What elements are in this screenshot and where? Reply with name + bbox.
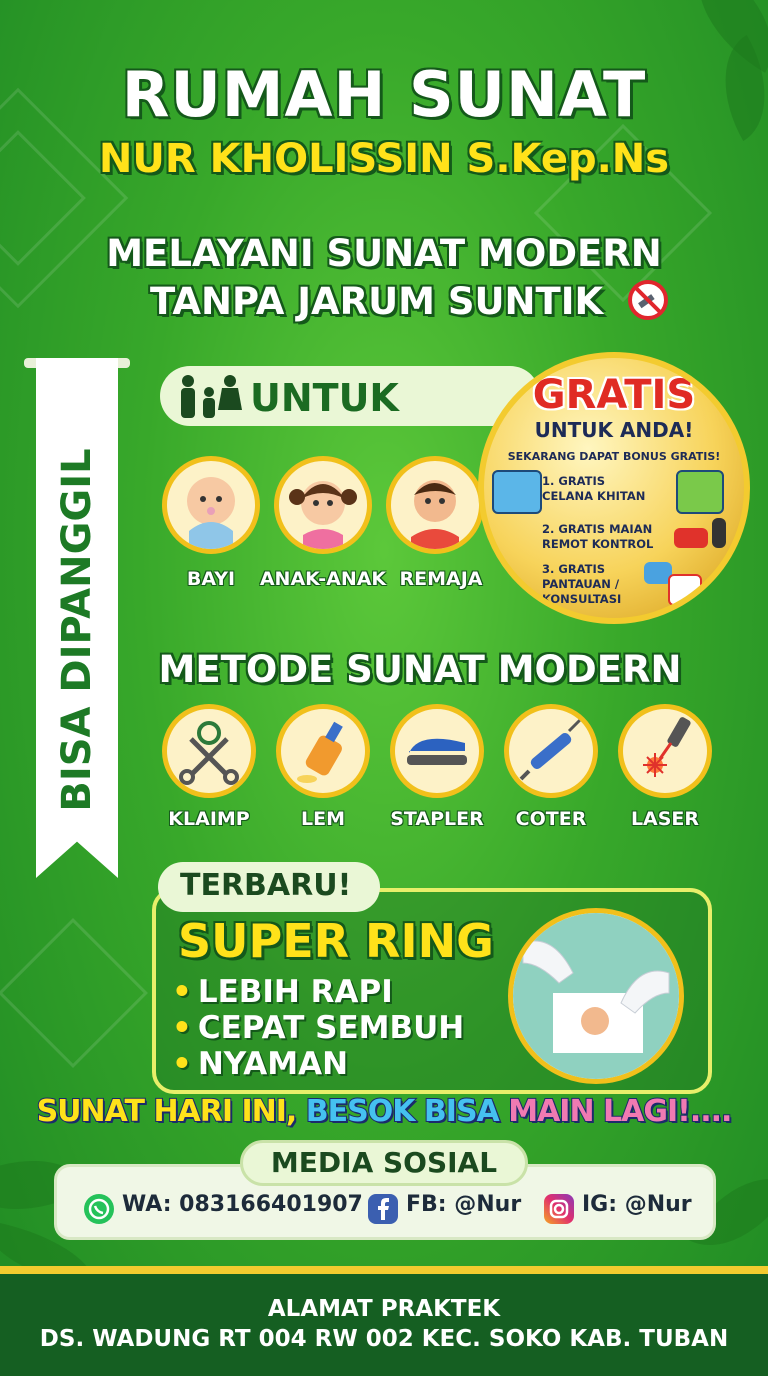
footer xyxy=(0,1274,768,1376)
no-needle-icon xyxy=(628,280,668,320)
bonus-item-2: 2. GRATIS MAIAN REMOT KONTROL xyxy=(542,522,654,551)
glue-icon xyxy=(276,704,370,798)
gratis-badge xyxy=(478,352,750,624)
facebook-link[interactable]: FB: @Nur xyxy=(406,1192,522,1217)
social-media-title: MEDIA SOSIAL xyxy=(270,1146,498,1179)
slogan-part3: MAIN LAGI!.... xyxy=(508,1094,732,1129)
audience-label: UNTUK xyxy=(250,376,399,420)
family-icon xyxy=(176,374,242,418)
benefit-item: • LEBIH RAPI xyxy=(172,974,393,1010)
gratis-title: GRATIS xyxy=(532,372,696,418)
tagline-line2: TANPA JARUM SUNTIK xyxy=(150,280,604,323)
stapler-icon xyxy=(390,704,484,798)
bonus-item-3: 3. GRATIS PANTAUAN / KONSULTASI xyxy=(542,562,622,606)
method-stapler-label: STAPLER xyxy=(390,808,484,830)
whatsapp-icon xyxy=(84,1194,114,1224)
audience-teen-label: REMAJA xyxy=(399,568,483,590)
footer-stripe xyxy=(0,1266,768,1274)
laser-icon xyxy=(618,704,712,798)
methods-title: METODE SUNAT MODERN xyxy=(158,648,682,691)
slogan xyxy=(0,1094,768,1129)
slogan-part2: BESOK BISA xyxy=(305,1094,499,1129)
method-clamp-label: KLAIMP xyxy=(168,808,250,830)
slogan-part1: SUNAT HARI INI, xyxy=(36,1094,297,1129)
instagram-icon xyxy=(544,1194,574,1224)
super-ring-title: SUPER RING xyxy=(178,914,494,968)
benefit-item: • CEPAT SEMBUH xyxy=(172,1010,465,1046)
tagline-line1: MELAYANI SUNAT MODERN xyxy=(106,232,662,275)
audience-baby-label: BAYI xyxy=(186,568,236,590)
kids-pants-icon xyxy=(492,470,542,514)
page-title: RUMAH SUNAT xyxy=(121,58,647,131)
method-glue-label: LEM xyxy=(301,808,345,830)
practitioner-name: NUR KHOLISSIN S.Kep.Ns xyxy=(98,136,670,182)
cauter-pen-icon xyxy=(504,704,598,798)
ribbon-label: BISA DIPANGGIL xyxy=(54,448,100,812)
bg-diamond xyxy=(0,918,148,1068)
method-coter-label: COTER xyxy=(515,808,587,830)
procedure-illustration xyxy=(508,908,684,1084)
calendar-icon xyxy=(668,574,702,606)
remote-control-icon xyxy=(712,518,726,548)
gratis-subtitle: UNTUK ANDA! xyxy=(534,418,694,442)
instagram-link[interactable]: IG: @Nur xyxy=(582,1192,692,1217)
facebook-icon xyxy=(368,1194,398,1224)
bonus-item-1: 1. GRATIS CELANA KHITAN xyxy=(542,474,646,503)
teen-icon xyxy=(386,456,484,554)
clamp-scissors-icon xyxy=(162,704,256,798)
benefit-item: • NYAMAN xyxy=(172,1046,349,1082)
whatsapp-link[interactable]: WA: 083166401907 xyxy=(122,1192,363,1217)
address-label: ALAMAT PRAKTEK xyxy=(267,1296,501,1322)
rc-car-icon xyxy=(674,528,708,548)
gratis-note: SEKARANG DAPAT BONUS GRATIS! xyxy=(507,450,721,463)
baby-icon xyxy=(162,456,260,554)
address-text: DS. WADUNG RT 004 RW 002 KEC. SOKO KAB. TUBAN xyxy=(39,1326,729,1352)
new-badge-label: TERBARU! xyxy=(180,868,352,903)
audience-child-label: ANAK-ANAK xyxy=(259,568,387,590)
method-laser-label: LASER xyxy=(630,808,700,830)
kids-pants-icon xyxy=(676,470,724,514)
girl-icon xyxy=(274,456,372,554)
